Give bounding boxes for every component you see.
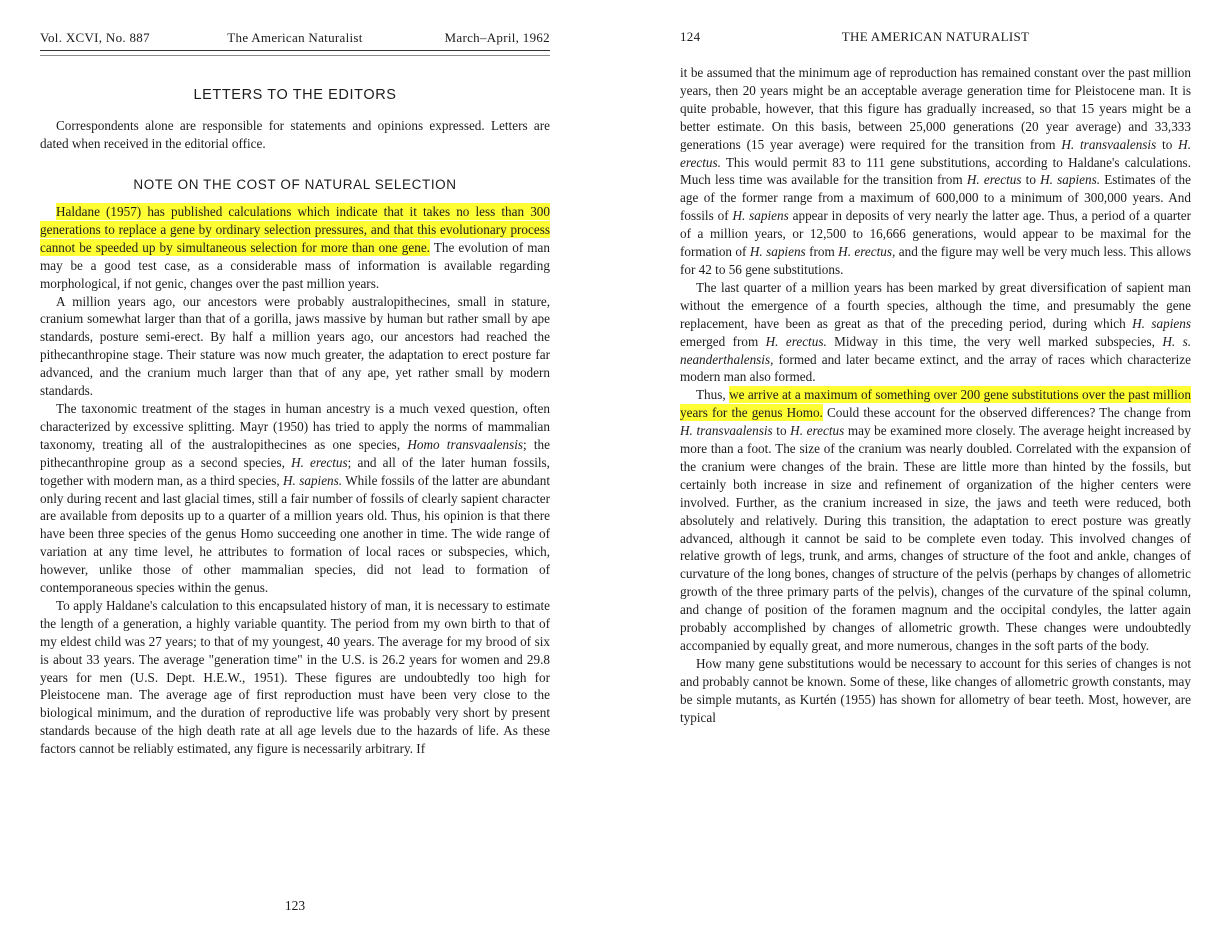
- right-running-header: [680, 29, 1191, 47]
- left-page: [40, 0, 550, 929]
- left-body-text: [40, 203, 550, 758]
- highlighted-passage: we arrive at a maximum of something over 200 gene substitutions over the past million years for the genus Homo.: [680, 387, 1191, 421]
- highlighted-passage: Haldane (1957) has published calculations which indicate that it takes no less than 300 generations to replace a gene by ordinary selection pressures, and that this evolutionary process cannot be speeded up by simultaneous selection for more than one gene.: [40, 204, 550, 255]
- right-body-text: [680, 64, 1191, 727]
- left-paragraph-3: The taxonomic treatment of the stages in human ancestry is a much vexed question, often characterized by excessive splitting. Mayr (1950) has tried to apply the norms of mammalian taxonomy, treating all of the australopithecines as one species, Homo transvaalensis; the pithecanthropine group as a second species, H. erectus; and all of the later human fossils, together with modern man, as a third species, H. sapiens. While fossils of the latter are abundant only during recent and last glacial times, still a fair number of fossils of clearly sapient character are available from deposits up to a quarter of a million years old. Thus, his opinion is that there have been three species of the genus Homo succeeding one another in time. The wide range of variation at any time level, he attributes to formation of local races or subspecies, which, however, unlike those of other mammalian species, did not lead to formation of contemporaneous species within the genus.: [40, 400, 551, 596]
- page-number: 123: [284, 898, 306, 913]
- header-rule: [40, 50, 550, 51]
- journal-name: The American Naturalist: [227, 30, 363, 45]
- header-rule-thin: [40, 55, 550, 56]
- editorial-notice: [40, 117, 550, 153]
- right-paragraph-1: it be assumed that the minimum age of reproduction has remained constant over the past million years, then 20 years might be an acceptable average generation time for Pleistocene man. It is quite probable, however, that this figure has gradually increased, so that 15 years might be a better estimate. On this basis, between 25,000 generations (20 year average) and 33,333 generations (15 year average) were required for the transition from H. transvaalensis to H. erectus. This would permit 83 to 111 gene substitutions, according to Haldane's calculations. Much less time was available for the transition from H. erectus to H. sapiens. Estimates of the age of the former range from a maximum of 600,000 to a minimum of 300,000 years. And fossils of H. sapiens appear in deposits of very nearly the latter age. Thus, a period of a quarter of a million years, or 12,500 to 16,666 generations, would appear to be maximal for the formation of H. sapiens from H. erectus, and the figure may well be very much less. This allows for 42 to 56 gene substitutions.: [680, 65, 1192, 277]
- right-paragraph-2: The last quarter of a million years has been marked by great diversification of sapient man without the emergence of a fourth species, although the time, and presumably the gene replacement, have been as great as that of the preceding period, during which H. sapiens emerged from H. erectus. Midway in this time, the very well marked subspecies, H. s. neanderthalensis, formed and later became extinct, and the array of races which characterize modern man also formed.: [680, 279, 1192, 385]
- left-paragraph-4: To apply Haldane's calculation to this encapsulated history of man, it is necessary to estimate the length of a generation, a highly variable quantity. The period from my own birth to that of my eldest child was 27 years; to that of my youngest, 40 years. The average for my brood of six is about 33 years. The average "generation time" in the U.S. is 26.2 years for women and 29.8 years for men (U.S. Dept. H.E.W., 1951). These figures are undoubtedly too high for Pleistocene man. The average age of first reproduction must have been very close to the biological minimum, and the duration of reproductive life was probably very short by present standards because of the high death rate at all age levels due to the hazards of life. As these factors cannot be reliably estimated, any figure is necessarily arbitrary. If: [40, 597, 550, 757]
- right-page: [680, 0, 1191, 929]
- notice-paragraph: Correspondents alone are responsible for statements and opinions expressed. Letters are dated when received in the editorial office.: [40, 118, 550, 151]
- volume-info: Vol. XCVI, No. 887: [40, 30, 150, 45]
- right-paragraph-3: Thus, we arrive at a maximum of something over 200 gene substitutions over the past million years for the genus Homo. Could these account for the observed differences? The change from H. transvaalensis to H. erectus may be examined more closely. The average height increased by more than a foot. The size of the cranium was nearly doubled. Correlated with the expansion of the cranium were changes of the brain. These are little more than hinted by the fossils, but certainly both increase in size and refinement of organization of the higher centers were involved. Further, as the cranium increased in size, the jaws and teeth were reduced, both absolutely and relatively. During this transition, the adaptation to erect posture was greatly advanced, although it cannot be said to be complete even today. This involved changes of relative growth of legs, trunk, and arms, changes of structure of the foot and ankle, changes of curvature of the long bones, changes of structure of the pelvis (perhaps by changes of allometric growth of the three primary parts of the pelvis), changes of the curvature of the spinal column, and change of position of the foramen magnum and the occipital condyles, the latter again probably accomplished by changes of allometric growth. These changes were undoubtedly accompanied by equally great, and more numerous, changes in the soft parts of the body.: [680, 387, 1191, 653]
- left-paragraph-1: Haldane (1957) has published calculations which indicate that it takes no less than 300 generations to replace a gene by ordinary selection pressures, and that this evolutionary process cannot be speeded up by simultaneous selection for more than one gene. The evolution of man may be a good test case, as a considerable mass of information is available regarding morphological, if not genic, changes over the past million years.: [40, 204, 550, 291]
- right-paragraph-4: How many gene substitutions would be necessary to account for this series of changes is not and probably cannot be known. Some of these, like changes of allometric growth constants, may be simple mutants, as Kurtén (1955) has shown for allometry of bear teeth. Most, however, are typical: [680, 655, 1191, 725]
- issue-date: March–April, 1962: [444, 30, 550, 45]
- article-title: NOTE ON THE COST OF NATURAL SELECTION: [133, 177, 457, 192]
- section-title: LETTERS TO THE EDITORS: [193, 87, 397, 103]
- left-paragraph-2: A million years ago, our ancestors were probably australopithecines, small in stature, cranium somewhat larger than that of a gorilla, jaws massive by human but rather small by ape standards, posture semi-erect. By half a million years ago, our ancestors had reached the pithecanthropine stage. Their stature was now much greater, the adaptation to erect posture far advanced, and the cranium much larger than that of any ape, yet rather small by modern standards.: [40, 293, 550, 399]
- journal-name: THE AMERICAN NATURALIST: [841, 29, 1030, 44]
- left-running-header: [40, 30, 550, 48]
- page-number: 124: [680, 29, 701, 44]
